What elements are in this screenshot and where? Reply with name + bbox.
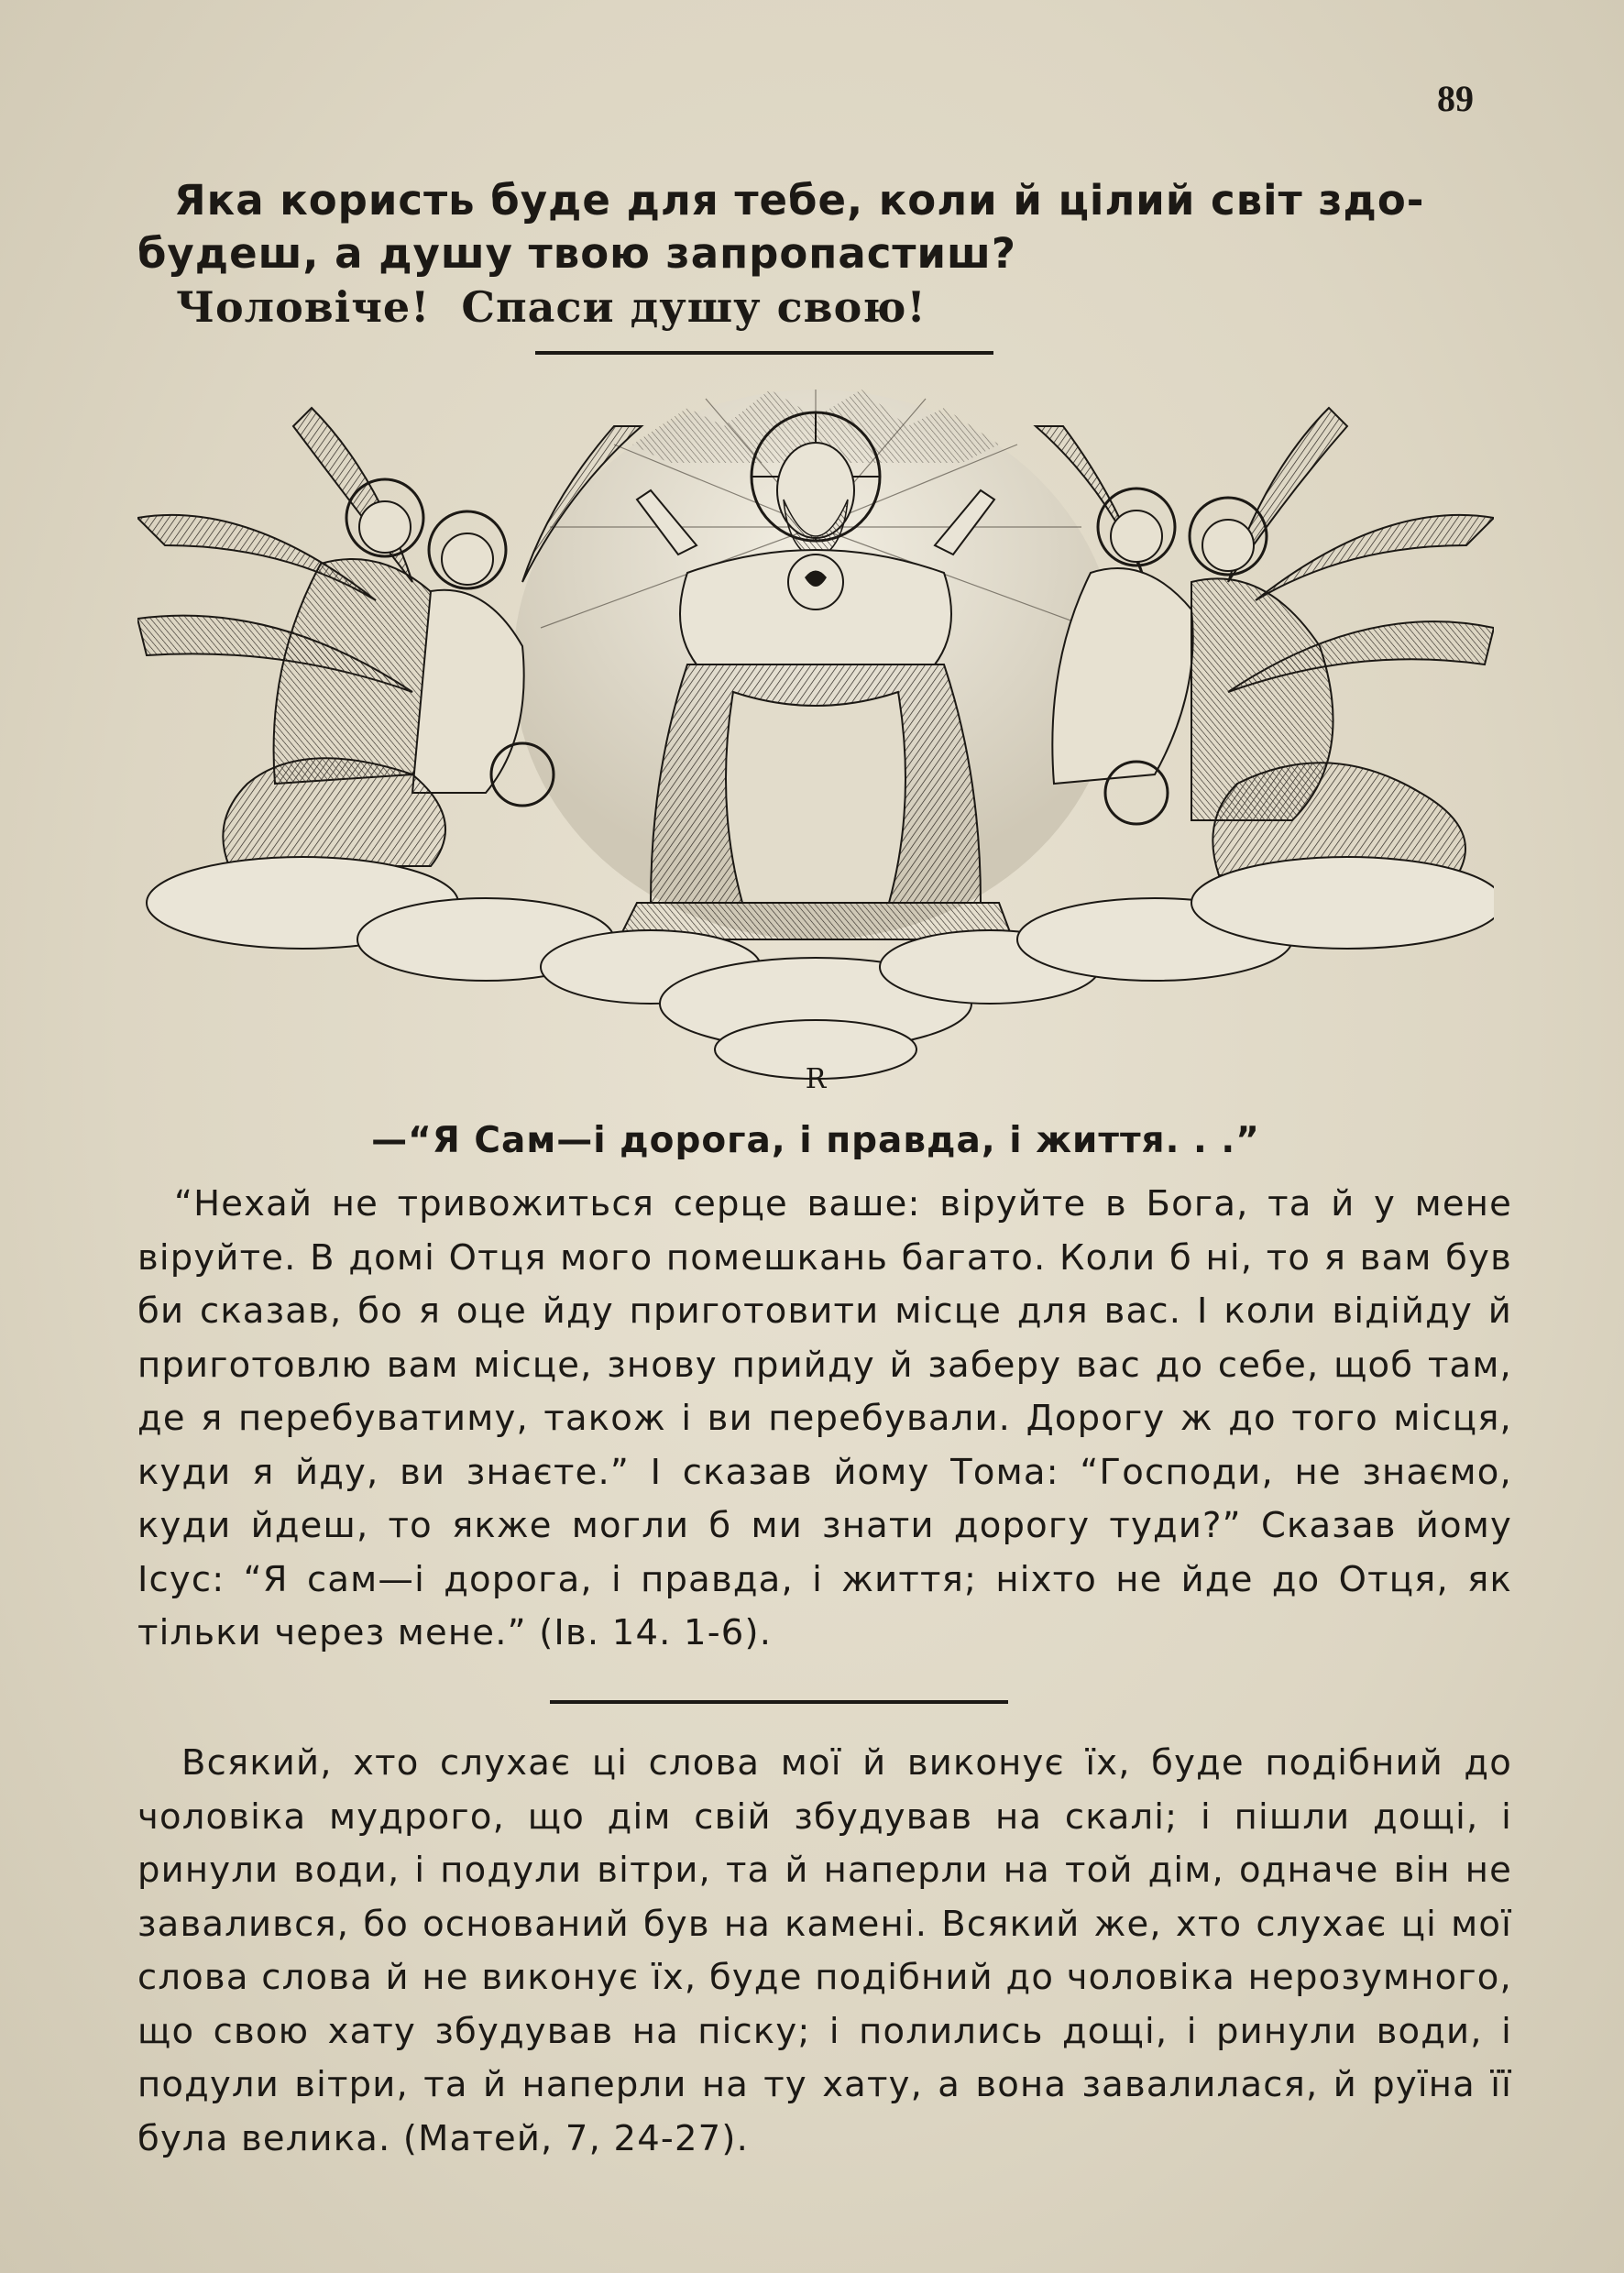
christ-with-angels-engraving [137,390,1494,1104]
engraver-monogram: R [805,1063,827,1095]
heading-line-1: Яка користь буде для тебе, коли й цілий світ здо- [174,176,1425,225]
divider-middle [550,1700,1008,1704]
heading-line-3: Чоловіче! Спаси душу свою! [176,282,927,332]
heading-line-2: будеш, а душу твою запропастиш? [137,229,1016,278]
scripture-paragraph-matthew: Всякий, хто слухає ці слова мої й виконує їх, буде подібний до чоловіка мудрого, що дім свій збудував на скалі; і пішли дощі, і ринули води, і подули вітри, та й наперли на той дім, одначе він не завалився, бо оснований був на камені. Всякий же, хто слухає ці мої слова слова й не виконує їх, буде подібний до чоловіка нерозумного, що свою хату збудував на піску; і полились дощі, і ринули води, і подули вітри, та й наперли на ту хату, а вона завалилася, й руїна її була велика. (Матей, 7, 24-27). [137,1742,1512,2159]
page-number: 89 [1437,78,1474,119]
page-heading [137,174,1494,334]
scripture-paragraph-john: “Нехай не тривожиться серце ваше: віруйте в Бога, та й у мене віруйте. В домі Отця мого помешкань багато. Коли б ні, то я вам був би сказав, бо я оце йду приготовити місце для вас. І коли відійду й приготовлю вам місце, знову прийду й заберу вас до себе, щоб там, де я перебуватиму, також і ви перебували. Дорогу ж до того місця, куди я йду, ви знаєте.” І сказав йому Тома: “Господи, не знаємо, куди йдеш, то якже могли б ми знати дорогу туди?” Сказав йому Ісус: “Я сам—і дорога, і правда, і життя; ніхто не йде до Отця, як тільки через мене.” (Ів. 14. 1-6). [137,1183,1512,1653]
illustration-caption: —“Я Сам—і дорога, і правда, і життя. . .” [371,1120,1260,1161]
divider-top [535,351,993,355]
